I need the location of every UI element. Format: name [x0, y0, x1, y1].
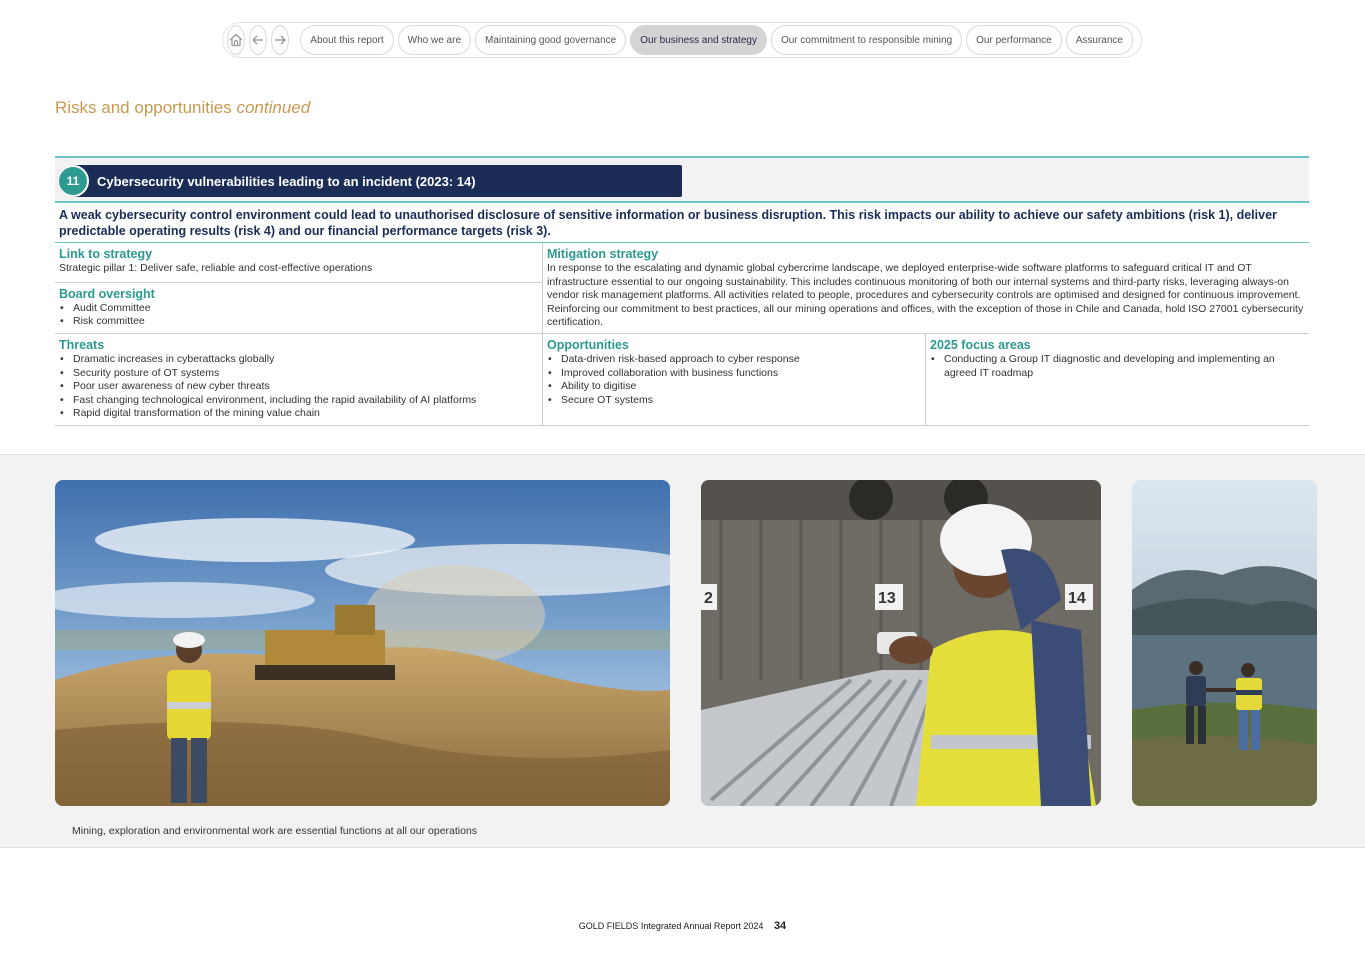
- page-number: 34: [773, 920, 787, 932]
- list-item: • Security posture of OT systems: [59, 367, 538, 381]
- page-title: [55, 98, 310, 118]
- page-title-main: Risks and opportunities: [55, 98, 232, 117]
- report-name: GOLD FIELDS Integrated Annual Report 2024: [578, 921, 764, 931]
- risk-header: [55, 156, 1309, 203]
- mitigation-strategy-cell: [543, 243, 1309, 333]
- risk-row-threats: [55, 334, 1309, 426]
- top-navigation: [222, 22, 1142, 58]
- bay-number-label: 14: [1068, 590, 1086, 607]
- photo-caption: Mining, exploration and environmental work are essential functions at all our operations: [72, 825, 478, 837]
- risk-row-strategy: [55, 243, 1309, 334]
- list-item: • Data-driven risk-based approach to cyber response: [547, 353, 921, 367]
- link-to-strategy-text: Strategic pillar 1: Deliver safe, reliable and cost-effective operations: [59, 262, 373, 274]
- focus-areas-list: [930, 353, 1305, 380]
- arrow-left-icon: [250, 32, 266, 48]
- back-button[interactable]: [249, 25, 267, 55]
- page-title-suffix: continued: [236, 98, 311, 117]
- opportunities-list: [547, 353, 921, 407]
- list-item: • Risk committee: [59, 315, 538, 329]
- environmental-image: [1132, 480, 1317, 806]
- bay-number-label: 13: [878, 590, 896, 607]
- nav-tab-assurance[interactable]: Assurance: [1066, 25, 1133, 55]
- nav-tab-responsible-mining[interactable]: Our commitment to responsible mining: [771, 25, 962, 55]
- photo-core-samples: [701, 480, 1101, 806]
- risk-table: [55, 156, 1309, 426]
- photo-environmental: [1132, 480, 1317, 806]
- board-oversight-label: Board oversight: [59, 286, 155, 301]
- core-samples-image: [701, 480, 1101, 806]
- list-item: • Dramatic increases in cyberattacks globally: [59, 353, 538, 367]
- risk-title-bar: [57, 165, 682, 197]
- mining-site-image: [55, 480, 670, 806]
- nav-tab-our-performance[interactable]: Our performance: [966, 25, 1062, 55]
- mitigation-strategy-label: Mitigation strategy: [547, 247, 659, 261]
- list-item: • Secure OT systems: [547, 394, 921, 408]
- bay-number-label: 2: [704, 590, 713, 607]
- nav-tab-who-we-are[interactable]: Who we are: [398, 25, 471, 55]
- risk-number-badge: 11: [57, 165, 89, 197]
- focus-areas-cell: [926, 334, 1309, 425]
- arrow-right-icon: [272, 32, 288, 48]
- list-item: • Improved collaboration with business functions: [547, 367, 921, 381]
- page-footer: [0, 920, 1365, 932]
- link-to-strategy-cell: [55, 243, 542, 283]
- opportunities-label: Opportunities: [547, 337, 629, 352]
- risk-left-column: [55, 243, 543, 333]
- nav-tab-our-business-and-strategy[interactable]: Our business and strategy: [630, 25, 767, 55]
- list-item: • Ability to digitise: [547, 380, 921, 394]
- board-oversight-cell: [55, 283, 542, 332]
- threats-label: Threats: [59, 337, 105, 352]
- nav-tab-maintaining-good-governance[interactable]: Maintaining good governance: [475, 25, 626, 55]
- threats-cell: [55, 334, 543, 425]
- home-button[interactable]: [227, 25, 245, 55]
- photo-mining-site: [55, 480, 670, 806]
- nav-tab-about-this-report[interactable]: About this report: [300, 25, 393, 55]
- list-item: • Audit Committee: [59, 302, 538, 316]
- list-item: • Fast changing technological environment, including the rapid availability of AI platforms: [59, 394, 538, 408]
- list-item: • Rapid digital transformation of the mining value chain: [59, 407, 538, 421]
- mitigation-strategy-text: In response to the escalating and dynamic global cybercrime landscape, we deployed enterprise-wide software platforms to safeguard critical IT and OT infrastructure essential to our ongoing sustainability. This includes continuous monitoring of both our internal systems and third-party risks, leveraging always-on vendor risk management platforms. All activities related to people, procedures and cybersecurity controls are optimised and designed for continuous improvement. Reinforcing our commitment to best practices, all our mining operations and offices, with the exception of those in Chile and Canada, hold ISO 27001 cybersecurity certification.: [547, 262, 1304, 329]
- risk-heading: Cybersecurity vulnerabilities leading to an incident (2023: 14): [97, 173, 476, 189]
- home-icon: [228, 32, 244, 48]
- list-item: • Poor user awareness of new cyber threats: [59, 380, 538, 394]
- risk-summary: A weak cybersecurity control environment could lead to unauthorised disclosure of sensitive information or business disruption. This risk impacts our ability to achieve our safety ambitions (risk 1), deliver predictable operating results (risk 4) and our financial performance targets (risk 3).: [55, 203, 1309, 243]
- forward-button[interactable]: [271, 25, 289, 55]
- photo-band: [0, 454, 1365, 848]
- opportunities-cell: [543, 334, 926, 425]
- focus-areas-label: 2025 focus areas: [930, 337, 1031, 352]
- list-item: • Conducting a Group IT diagnostic and developing and implementing an agreed IT roadmap: [930, 353, 1305, 380]
- threats-list: [59, 353, 538, 421]
- link-to-strategy-label: Link to strategy: [59, 247, 153, 261]
- board-oversight-list: [59, 302, 538, 329]
